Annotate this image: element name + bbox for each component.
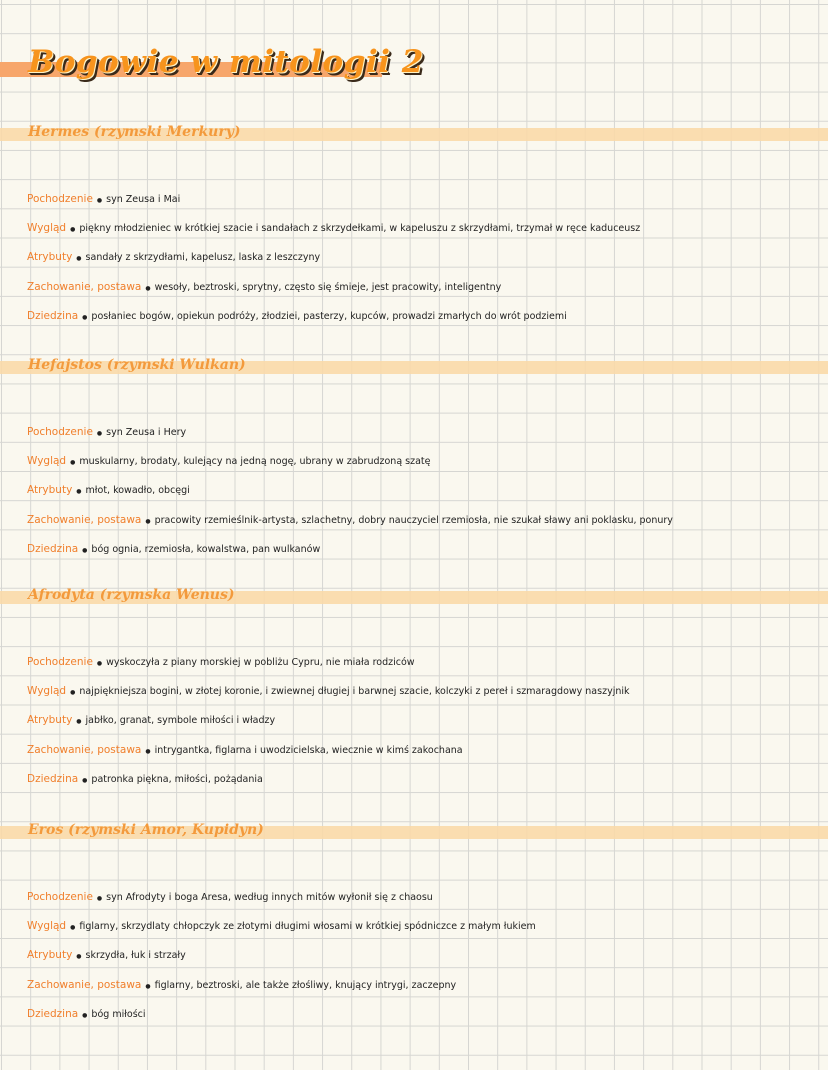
note-row xyxy=(27,192,180,208)
row-label: Zachowanie, postawa xyxy=(27,280,142,293)
bullet-icon: ● xyxy=(96,430,103,437)
row-label: Atrybuty xyxy=(27,949,73,962)
note-row xyxy=(27,948,186,964)
row-text: bóg miłości xyxy=(91,1008,146,1020)
row-label: Wygląd xyxy=(27,222,67,235)
note-row xyxy=(27,890,433,906)
row-text: jabłko, granat, symbole miłości i władzy xyxy=(85,715,276,727)
note-row xyxy=(27,743,463,759)
bullet-icon: ● xyxy=(76,718,82,726)
row-text: syn Zeusa i Hery xyxy=(106,427,187,438)
bullet-icon: ● xyxy=(76,255,82,263)
note-row xyxy=(27,655,415,671)
bullet-icon: ● xyxy=(145,747,151,755)
bullet-icon: ● xyxy=(76,953,82,961)
section-heading: Eros (rzymski Amor, Kupidyn) xyxy=(28,822,264,838)
bullet-icon: ● xyxy=(70,459,76,467)
bullet-icon: ● xyxy=(96,895,103,902)
bullet-icon: ● xyxy=(82,1011,88,1019)
row-text: pracowity rzemieślnik-artysta, szlachetny, dobry nauczyciel rzemiosła, nie szukał sławy ani poklasku, ponury xyxy=(154,514,673,526)
bullet-icon: ● xyxy=(70,924,76,932)
section-heading: Hermes (rzymski Merkury) xyxy=(28,124,241,140)
bullet-icon: ● xyxy=(145,284,151,292)
row-label: Wygląd xyxy=(27,455,67,468)
row-text: figlarny, beztroski, ale także złośliwy, knujący intrygi, zaczepny xyxy=(154,979,457,991)
row-text: figlarny, skrzydlaty chłopczyk ze złotymi długimi włosami w krótkiej spódniczce z małym łukiem xyxy=(79,921,536,933)
page-title: Bogowie w mitologii 2 xyxy=(28,44,424,80)
note-row xyxy=(27,978,456,994)
note-row xyxy=(27,513,673,529)
bullet-icon: ● xyxy=(70,226,76,234)
row-text: bóg ognia, rzemiosła, kowalstwa, pan wulkanów xyxy=(91,543,321,555)
bullet-icon: ● xyxy=(82,313,88,321)
bullet-icon: ● xyxy=(76,488,82,496)
note-row xyxy=(27,221,640,237)
row-text: młot, kowadło, obcęgi xyxy=(85,485,190,497)
bullet-icon: ● xyxy=(145,517,151,525)
note-row xyxy=(27,483,190,499)
row-text: wyskoczyła z piany morskiej w pobliżu Cypru, nie miała rodziców xyxy=(106,657,415,668)
row-label: Dziedzina xyxy=(27,309,79,322)
bullet-icon: ● xyxy=(145,982,151,990)
row-label: Dziedzina xyxy=(27,542,79,555)
row-label: Atrybuty xyxy=(27,714,73,727)
bullet-icon: ● xyxy=(96,660,103,667)
row-label: Pochodzenie xyxy=(27,891,93,903)
bullet-icon: ● xyxy=(82,776,88,784)
row-label: Dziedzina xyxy=(27,772,79,785)
row-label: Dziedzina xyxy=(27,1007,79,1020)
row-label: Wygląd xyxy=(27,685,67,698)
note-row xyxy=(27,425,186,441)
row-text: syn Zeusa i Mai xyxy=(106,194,181,205)
row-label: Pochodzenie xyxy=(27,426,93,438)
row-text: piękny młodzieniec w krótkiej szacie i sandałach z skrzydełkami, w kapeluszu z skrzydłami, trzymał w ręce kaduceusz xyxy=(79,223,641,235)
row-text: skrzydła, łuk i strzały xyxy=(85,950,186,962)
row-text: syn Afrodyty i boga Aresa, według innych mitów wyłonił się z chaosu xyxy=(106,892,433,903)
note-row xyxy=(27,250,320,266)
row-text: muskularny, brodaty, kulejący na jedną nogę, ubrany w zabrudzoną szatę xyxy=(79,456,431,468)
note-row xyxy=(27,772,263,788)
row-label: Atrybuty xyxy=(27,484,73,497)
note-row xyxy=(27,1007,146,1023)
note-row xyxy=(27,684,630,700)
note-row xyxy=(27,454,431,470)
row-label: Zachowanie, postawa xyxy=(27,513,142,526)
row-label: Zachowanie, postawa xyxy=(27,978,142,991)
row-text: najpiękniejsza bogini, w złotej koronie, i zwiewnej długiej i barwnej szacie, kolczyki z pereł i szmaragdowy naszyjnik xyxy=(79,686,630,698)
row-text: wesoły, beztroski, sprytny, często się śmieje, jest pracowity, inteligentny xyxy=(154,281,502,293)
section-heading: Afrodyta (rzymska Wenus) xyxy=(28,587,235,603)
bullet-icon: ● xyxy=(96,197,103,204)
row-label: Pochodzenie xyxy=(27,656,93,668)
row-label: Pochodzenie xyxy=(27,193,93,205)
row-text: sandały z skrzydłami, kapelusz, laska z leszczyny xyxy=(85,252,321,264)
row-text: patronka piękna, miłości, pożądania xyxy=(91,773,263,785)
bullet-icon: ● xyxy=(70,689,76,697)
row-text: posłaniec bogów, opiekun podróży, złodziei, pasterzy, kupców, prowadzi zmarłych do wrót podziemi xyxy=(91,310,567,322)
note-row xyxy=(27,713,275,729)
row-text: intrygantka, figlarna i uwodzicielska, wiecznie w kimś zakochana xyxy=(154,744,463,756)
row-label: Wygląd xyxy=(27,920,67,933)
row-label: Zachowanie, postawa xyxy=(27,743,142,756)
note-row xyxy=(27,919,536,935)
note-row xyxy=(27,280,501,296)
section-heading: Hefajstos (rzymski Wulkan) xyxy=(28,357,246,373)
row-label: Atrybuty xyxy=(27,251,73,264)
note-row xyxy=(27,309,567,325)
note-row xyxy=(27,542,320,558)
bullet-icon: ● xyxy=(82,546,88,554)
